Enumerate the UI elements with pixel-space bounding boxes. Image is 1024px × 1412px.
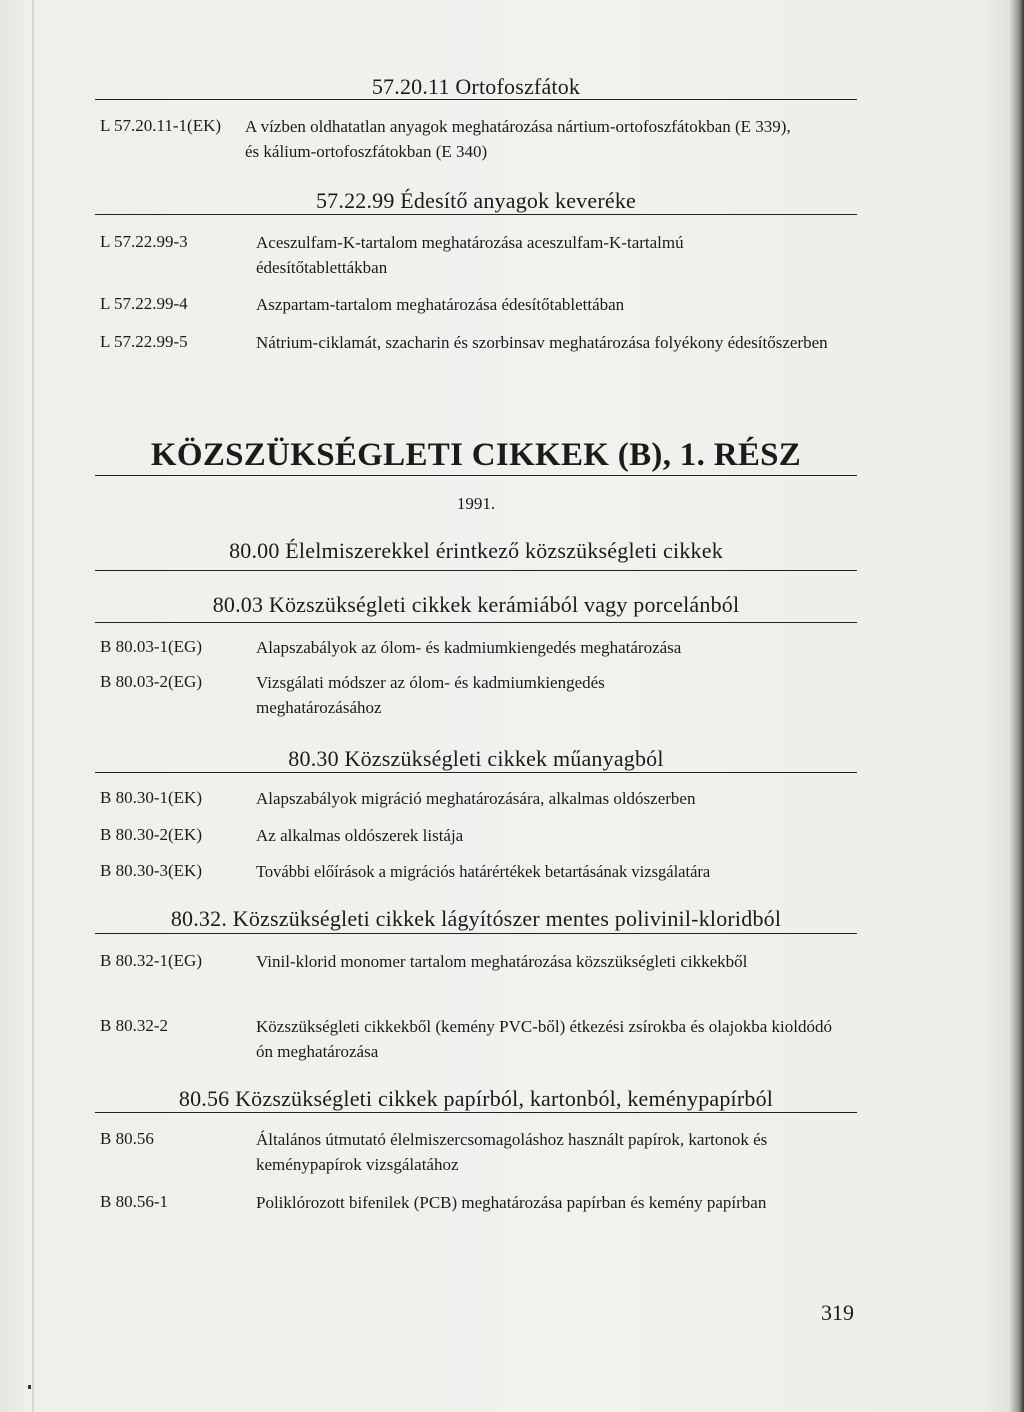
entry-text: Alapszabályok az ólom- és kadmiumkiengedés meghatározása <box>256 638 682 657</box>
section-heading-57-20-11: 57.20.11 Ortofoszfátok <box>371 74 581 99</box>
section-heading-80-00: 80.00 Élelmiszerekkel érintkező közszükségleti cikkek <box>229 538 723 563</box>
entry-text: Vizsgálati módszer az ólom- és kadmiumkiengedés meghatározásához <box>256 673 605 717</box>
part-title: KÖZSZÜKSÉGLETI CIKKEK (B), 1. RÉSZ <box>150 437 802 473</box>
section-rule <box>95 772 857 773</box>
entry-text: Aszpartam-tartalom meghatározása édesítőtablettában <box>256 295 625 314</box>
entry-code: B 80.56-1 <box>100 1192 168 1211</box>
entry-text: Általános útmutató élelmiszercsomagoláshoz használt papírok, kartonok és keménypapírok vizsgálatához <box>256 1130 768 1174</box>
entry-code: L 57.22.99-3 <box>100 232 188 251</box>
part-title-rule <box>95 475 857 476</box>
section-rule <box>95 933 857 934</box>
entry-code: B 80.56 <box>100 1129 154 1148</box>
entry-code: B 80.32-2 <box>100 1016 168 1035</box>
section-heading-80-56: 80.56 Közszükségleti cikkek papírból, kartonból, keménypapírból <box>178 1086 774 1111</box>
section-rule <box>95 99 857 100</box>
entry-code: B 80.03-1(EG) <box>100 637 202 656</box>
entry-code: B 80.30-3(EK) <box>100 861 202 880</box>
entry-code: B 80.30-2(EK) <box>100 825 202 844</box>
part-year: 1991. <box>456 494 496 513</box>
section-rule <box>95 214 857 215</box>
section-heading-80-32: 80.32. Közszükségleti cikkek lágyítószer mentes polivinil-kloridból <box>170 906 782 931</box>
entry-text: Poliklórozott bifenilek (PCB) meghatározása papírban és kemény papírban <box>256 1193 767 1212</box>
entry-text: A vízben oldhatatlan anyagok meghatározása nártium-ortofoszfátokban (E 339), és kálium-ortofoszfátokban (E 340) <box>245 117 791 161</box>
entry-text: Közszükségleti cikkekből (kemény PVC-ből) étkezési zsírokba és olajokba kioldódó ón meghatározása <box>256 1017 832 1061</box>
section-heading-80-03: 80.03 Közszükségleti cikkek kerámiából vagy porcelánból <box>212 592 740 617</box>
entry-code: B 80.32-1(EG) <box>100 951 202 970</box>
entry-text: Alapszabályok migráció meghatározására, alkalmas oldószerben <box>256 789 696 808</box>
entry-text: Az alkalmas oldószerek listája <box>256 826 464 845</box>
scan-speck <box>28 1385 31 1389</box>
section-rule <box>95 1112 857 1113</box>
entry-code: L 57.22.99-5 <box>100 332 188 351</box>
section-rule <box>95 622 857 623</box>
entry-code: L 57.20.11-1(EK) <box>100 116 222 135</box>
page-number: 319 <box>821 1300 854 1325</box>
section-heading-57-22-99: 57.22.99 Édesítő anyagok keveréke <box>315 188 636 213</box>
entry-text: További előírások a migrációs határértékek betartásának vizsgálatára <box>256 862 711 881</box>
entry-text: Aceszulfam-K-tartalom meghatározása aceszulfam-K-tartalmú édesítőtablettákban <box>256 233 684 277</box>
entry-text: Nátrium-ciklamát, szacharin és szorbinsav meghatározása folyékony édesítőszerben <box>256 333 828 352</box>
entry-code: L 57.22.99-4 <box>100 294 188 313</box>
entry-code: B 80.30-1(EK) <box>100 788 202 807</box>
section-heading-80-30: 80.30 Közszükségleti cikkek műanyagból <box>288 746 664 771</box>
entry-text: Vinil-klorid monomer tartalom meghatározása közszükségleti cikkekből <box>256 952 748 971</box>
entry-code: B 80.03-2(EG) <box>100 672 202 691</box>
section-rule <box>95 570 857 571</box>
